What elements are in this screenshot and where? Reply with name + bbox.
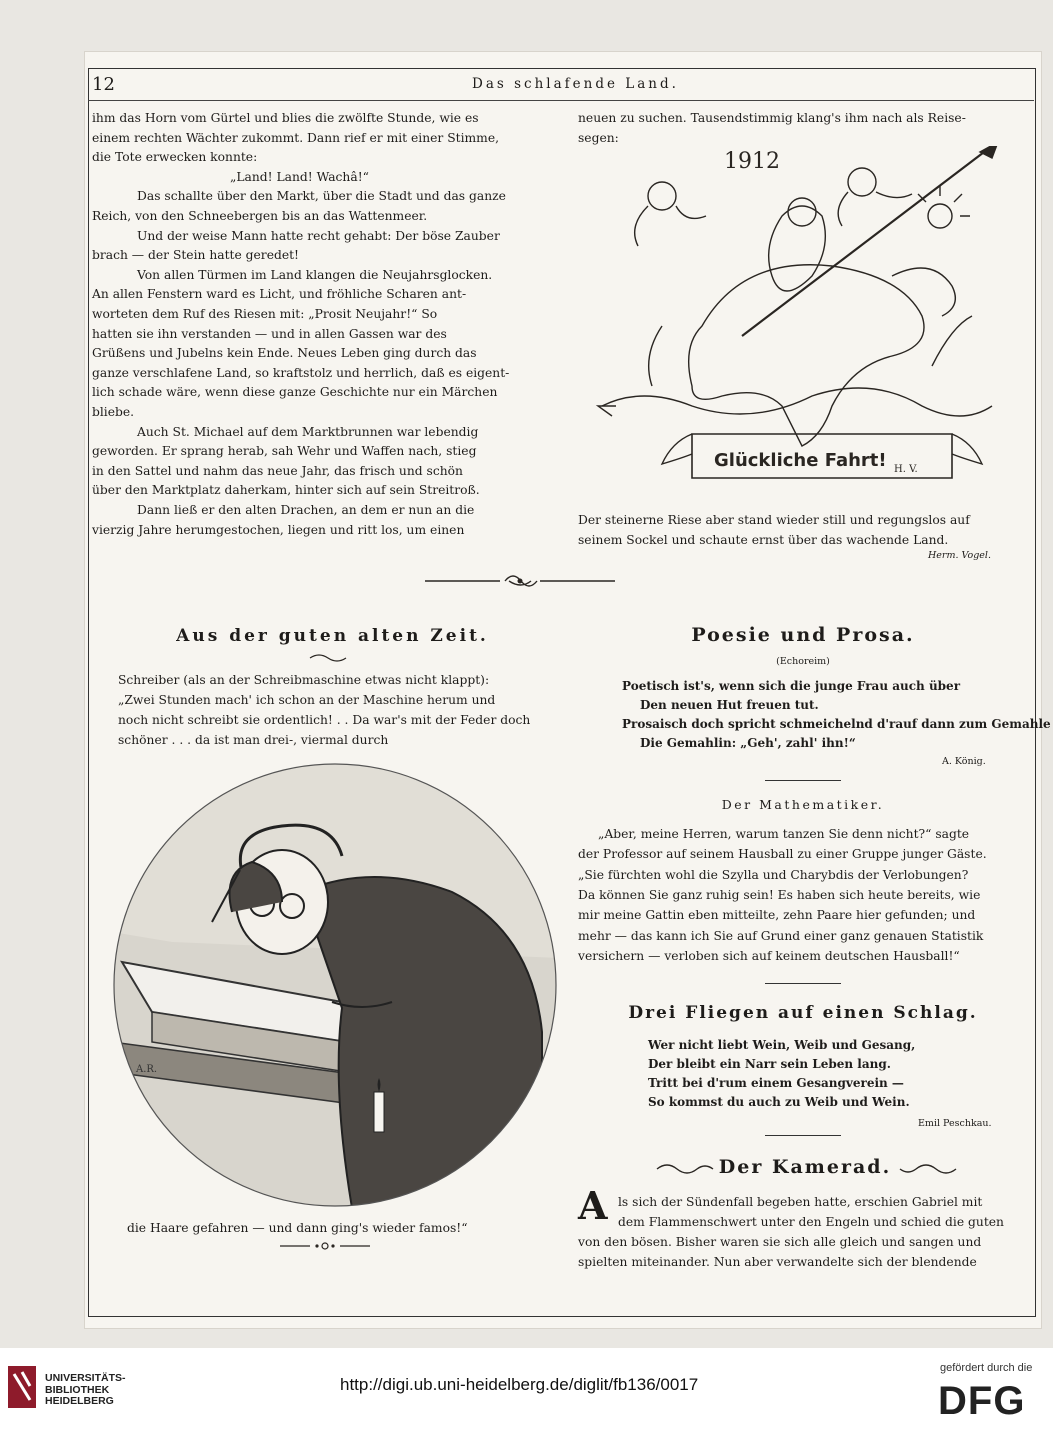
story-right-line: seinem Sockel und schaute ernst über das wachende Land. [578, 533, 949, 547]
poem-line: Prosaisch doch spricht schmeichelnd d'rauf dann zum Gemahle [622, 717, 1051, 731]
poem-line: Der bleibt ein Narr sein Leben lang. [648, 1057, 891, 1071]
cherub-left [648, 182, 676, 210]
story-left-line: Grüßens und Jubelns kein Ende. Neues Leben ging durch das [92, 346, 477, 361]
story-left-line: einem rechten Wächter zukommt. Dann rief er mit einer Stimme, [92, 130, 500, 145]
story-left-line: vierzig Jahre herumgestochen, liegen und ritt los, um einen [92, 522, 465, 537]
story-left-line: Von allen Türmen im Land klangen die Neujahrsglocken. [137, 267, 493, 282]
story-left-line: „Land! Land! Wachâ!“ [230, 169, 369, 184]
story-left-line: Reich, von den Schneebergen bis an das Wattenmeer. [92, 209, 428, 223]
poem-line: Poetisch ist's, wenn sich die junge Frau auch über [622, 679, 961, 693]
anecdote-line: „Zwei Stunden mach' ich schon an der Maschine herum und [118, 693, 496, 707]
kamerad-line: spielten miteinander. Nun aber verwandelte sich der blendende [578, 1255, 977, 1269]
section-rule [765, 780, 841, 781]
cherub-right [848, 168, 876, 196]
small-ornament [280, 1240, 370, 1252]
illustration-initials: H. V. [894, 464, 918, 475]
cartoon-caption: die Haare gefahren — und dann ging's wieder famos!“ [127, 1221, 468, 1235]
section-title-poesie-und-prosa: Poesie und Prosa. [691, 624, 915, 646]
story-author: Herm. Vogel. [928, 550, 991, 561]
banner-text: Glückliche Fahrt! [714, 450, 887, 471]
header-rule [88, 100, 1034, 101]
library-name[interactable]: UNIVERSITÄTS- BIBLIOTHEK HEIDELBERG [45, 1372, 126, 1407]
story-left-line: Das schallte über den Markt, über die Stadt und das ganze [137, 189, 506, 204]
sun [928, 204, 952, 228]
mathematiker-line: „Aber, meine Herren, warum tanzen Sie denn nicht?“ sagte [598, 827, 970, 841]
mathematiker-line: Da können Sie ganz ruhig sein! Es haben sich heute bereits, wie [578, 887, 981, 902]
poem-subtitle: (Echoreim) [776, 656, 830, 667]
permalink-url[interactable]: http://digi.ub.uni-heidelberg.de/diglit/fb136/0017 [340, 1375, 699, 1394]
artist-initials: A.R. [136, 1064, 158, 1075]
knight-illustration [592, 146, 1012, 502]
mathematiker-line: mehr — das kann ich Sie auf Grund einer ganz genauen Statistik [578, 928, 984, 943]
title-flourish [308, 652, 348, 662]
mathematiker-line: mir meine Gattin eben mitteilte, zehn Paare hier gefunden; und [578, 908, 976, 923]
story-right-line: neuen zu suchen. Tausendstimmig klang's ihm nach als Reise- [578, 111, 966, 125]
poem-author: A. König. [942, 756, 986, 767]
story-right-line: segen: [578, 131, 619, 145]
illustration-year: 1912 [724, 149, 780, 174]
section-title-drei-fliegen: Drei Fliegen auf einen Schlag. [628, 1003, 978, 1023]
page-number: 12 [92, 74, 115, 95]
story-right-line: Der steinerne Riese aber stand wieder still und regungslos auf [578, 513, 970, 527]
anecdote-line: Schreiber (als an der Schreibmaschine etwas nicht klappt): [118, 673, 490, 687]
section-title-der-mathematiker: Der Mathematiker. [721, 797, 885, 812]
story-left-line: die Tote erwecken konnte: [92, 150, 258, 165]
poem-line: Tritt bei d'rum einem Gesangverein — [648, 1076, 904, 1090]
section-rule [765, 983, 841, 984]
kamerad-line: von den bösen. Bisher waren sie sich alle gleich und sangen und [578, 1235, 982, 1249]
running-title: Das schlafende Land. [472, 76, 679, 92]
story-left-line: lich schade wäre, wenn diese ganze Geschichte nur ein Märchen [92, 385, 498, 400]
anecdote-line: noch nicht schreibt sie ordentlich! . . Da war's mit der Feder doch [118, 713, 531, 727]
library-logo-icon[interactable] [8, 1366, 36, 1408]
story-left-line: bliebe. [92, 405, 135, 419]
poem-line: Die Gemahlin: „Geh', zahl' ihn!“ [640, 736, 856, 750]
poem-author: Emil Peschkau. [918, 1118, 992, 1129]
story-left-line: ganze verschlafene Land, so kraftstolz und herrlich, daß es eigent- [92, 365, 510, 380]
dragon-ground [602, 388, 992, 416]
story-left-line: worteten dem Ruf des Riesen mit: „Prosit Neujahr!“ So [92, 307, 438, 321]
kamerad-line: dem Flammenschwert unter den Engeln und schied die guten [618, 1215, 1004, 1229]
poem-line: So kommst du auch zu Weib und Wein. [648, 1095, 910, 1109]
story-left-line: An allen Fenstern ward es Licht, und fröhliche Scharen ant- [92, 287, 467, 302]
typewriter-cartoon [112, 762, 558, 1208]
lance [742, 146, 992, 336]
poem-line: Wer nicht liebt Wein, Weib und Gesang, [648, 1038, 916, 1052]
mathematiker-line: „Sie fürchten wohl die Szylla und Charybdis der Verlobungen? [578, 867, 969, 882]
ornament-divider [425, 570, 615, 592]
right-flourish [898, 1161, 958, 1177]
mathematiker-line: versichern — verloben sich auf keinem deutschen Hausball!“ [578, 948, 960, 963]
poem-line: Den neuen Hut freuen tut. [640, 698, 819, 712]
kamerad-line: ls sich der Sündenfall begeben hatte, erschien Gabriel mit [618, 1195, 983, 1209]
story-left-line: Auch St. Michael auf dem Marktbrunnen war lebendig [137, 424, 479, 439]
story-left-line: Und der weise Mann hatte recht gehabt: Der böse Zauber [137, 228, 500, 243]
mathematiker-line: der Professor auf seinem Hausball zu einer Gruppe junger Gäste. [578, 847, 987, 862]
section-rule [765, 1135, 841, 1136]
horse [689, 265, 924, 446]
story-left-line: über den Marktplatz daherkam, hinter sich auf sein Streitroß. [92, 483, 480, 498]
story-left-line: ihm das Horn vom Gürtel und blies die zwölfte Stunde, wie es [92, 111, 479, 125]
sponsor-label: gefördert durch die [940, 1362, 1033, 1374]
drop-cap: A [578, 1183, 608, 1228]
story-left-line: Dann ließ er den alten Drachen, an dem er nun an die [137, 503, 475, 517]
story-left-line: geworden. Er sprang herab, sah Wehr und Waffen nach, stieg [92, 444, 477, 459]
section-title-aus-der-guten-alten-zeit: Aus der guten alten Zeit. [176, 626, 489, 646]
section-title-der-kamerad: Der Kamerad. [718, 1156, 892, 1178]
story-left-line: hatten sie ihn verstanden — und in allen Gassen war des [92, 326, 447, 341]
dfg-logo[interactable]: DFG [938, 1379, 1026, 1423]
story-left-line: in den Sattel und nahm das neue Jahr, das frisch und schön [92, 463, 463, 478]
story-left-line: brach — der Stein hatte geredet! [92, 248, 299, 263]
anecdote-line: schöner . . . da ist man drei-, viermal durch [118, 733, 389, 747]
